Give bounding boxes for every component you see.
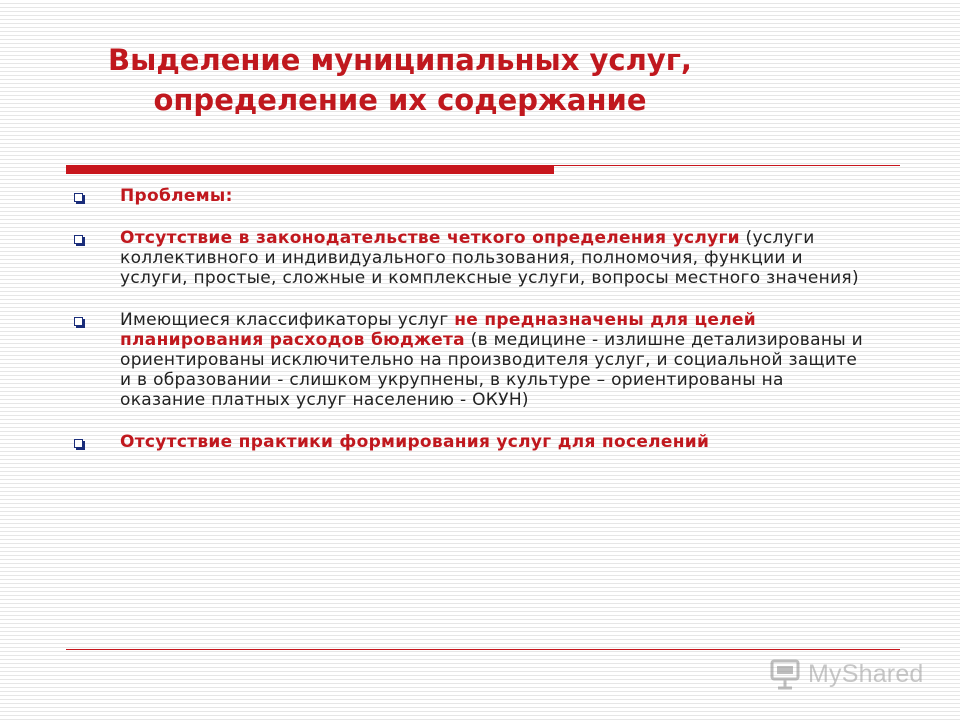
bullet-emphasis: не предназначены для целей планирования расходов бюджета <box>120 310 757 350</box>
bullet-text <box>120 310 874 410</box>
bullet-emphasis: Отсутствие практики формирования услуг для поселений <box>120 432 710 452</box>
bullet-heading: Проблемы: <box>120 186 233 206</box>
title-underline-thin <box>554 165 900 166</box>
title-underline-thick <box>66 165 554 174</box>
title-line-1: Выделение муниципальных услуг, <box>108 43 692 77</box>
bullet-detail: (услуги коллективного и индивидуального пользования, полномочия, функции и услуги, простые, сложные и комплексные услуги, вопросы местного значения) <box>120 228 859 288</box>
square-bullet-icon <box>74 235 83 244</box>
watermark-logo <box>768 656 924 692</box>
bullet-list <box>74 186 874 474</box>
footer-divider <box>66 649 900 650</box>
watermark-text: MyShared <box>808 659 924 688</box>
bullet-item-classifiers <box>74 310 874 410</box>
bullet-item-settlements <box>74 432 874 452</box>
bullet-item-problems <box>74 186 874 206</box>
bullet-emphasis: Отсутствие в законодательстве четкого определения услуги <box>120 228 740 248</box>
bullet-detail: (в медицине - излишне детализированы и ориентированы исключительно на производителя услуг, и социальной защите и в образовании - слишком укрупнены, в культуре – ориентированы на оказание платных услуг населению - ОКУН) <box>120 330 864 410</box>
bullet-text <box>120 228 874 288</box>
title-line-2: определение их содержание <box>153 83 647 117</box>
presentation-board-icon <box>768 657 802 691</box>
bullet-lead: Имеющиеся классификаторы услуг <box>120 310 455 330</box>
bullet-item-legislation <box>74 228 874 288</box>
square-bullet-icon <box>74 439 83 448</box>
slide-title <box>0 40 800 120</box>
square-bullet-icon <box>74 317 83 326</box>
square-bullet-icon <box>74 193 83 202</box>
bullet-text <box>120 186 874 206</box>
bullet-text <box>120 432 874 452</box>
